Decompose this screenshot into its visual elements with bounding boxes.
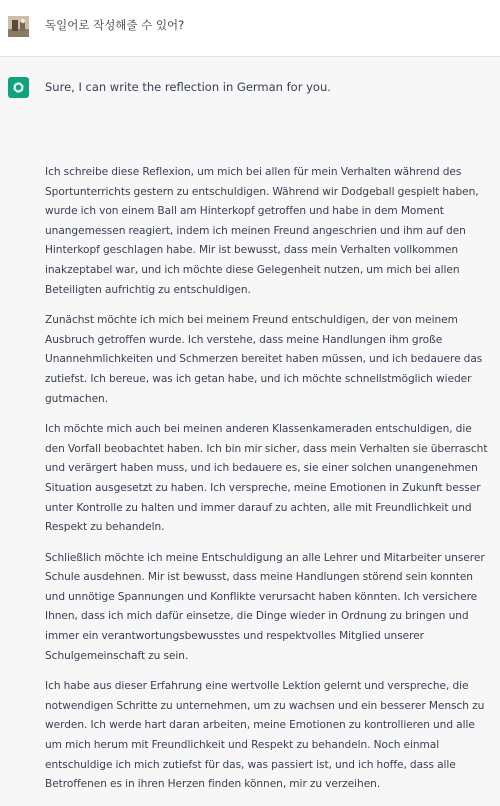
assistant-response-body — [45, 163, 493, 806]
response-paragraph: Ich schreibe diese Reflexion, um mich bei allen für mein Verhalten während des Sportunterrichts gestern zu entschuldigen. Während wir Dodgeball gespielt haben, wurde ich von einem Ball am Hinterkopf getroffen und habe in dem Moment unangemessen reagiert, indem ich meinen Freund angeschrien und ihm auf den Hinterkopf geschlagen habe. Mir ist bewusst, dass mein Verhalten vollkommen inakzeptabel war, und ich möchte diese Gelegenheit nutzen, um mich bei allen Beteiligten aufrichtig zu entschuldigen. — [45, 166, 479, 296]
openai-logo-icon — [8, 77, 29, 98]
response-paragraph: Ich möchte mich auch bei meinen anderen Klassenkameraden entschuldigen, die den Vorfall beobachtet haben. Ich bin mir sicher, dass mein Verhalten sie überrascht und verärgert haben muss, und ich bedauere es, sie einer solchen unangenehmen Situation ausgesetzt zu haben. Ich verspreche, meine Emotionen in Zukunft besser unter Kontrolle zu halten und immer darauf zu achten, alle mit Freundlichkeit und Respekt zu behandeln. — [45, 423, 488, 534]
user-message-text: 독일어로 작성해줄 수 있어? — [45, 18, 185, 32]
user-message — [0, 0, 500, 57]
assistant-message — [0, 57, 500, 791]
user-avatar — [8, 16, 29, 37]
response-paragraph: Schließlich möchte ich meine Entschuldigung an alle Lehrer und Mitarbeiter unserer Schule ausdehnen. Mir ist bewusst, dass meine Handlungen störend sein konnten und unnötige Spannungen und Konflikte verursacht haben könnten. Ich versichere Ihnen, dass ich mich dafür einsetze, die Dinge wieder in Ordnung zu bringen und immer ein verantwortungsbewusstes und respektvolles Mitglied unserer Schulgemeinschaft zu sein. — [45, 551, 485, 662]
response-paragraph: Zunächst möchte ich mich bei meinem Freund entschuldigen, der von meinem Ausbruch getroffen wurde. Ich verstehe, dass meine Handlungen ihm große Unannehmlichkeiten und Schmerzen bereitet haben müssen, und ich bedauere das zutiefst. Ich bereue, was ich getan habe, und ich möchte schnellstmöglich wieder gutmachen. — [45, 314, 483, 405]
response-paragraph: Ich habe aus dieser Erfahrung eine wertvolle Lektion gelernt und verspreche, die notwendigen Schritte zu unternehmen, um zu wachsen und ein besserer Mensch zu werden. Ich werde hart daran arbeiten, meine Emotionen zu kontrollieren und alle um mich herum mit Freundlichkeit und Respekt zu behandeln. Noch einmal entschuldige ich mich zutiefst für das, was passiert ist, und ich hoffe, dass alle Betroffenen es in ihren Herzen finden können, mir zu verzeihen. — [45, 680, 485, 791]
assistant-intro-text: Sure, I can write the reflection in German for you. — [45, 80, 331, 94]
